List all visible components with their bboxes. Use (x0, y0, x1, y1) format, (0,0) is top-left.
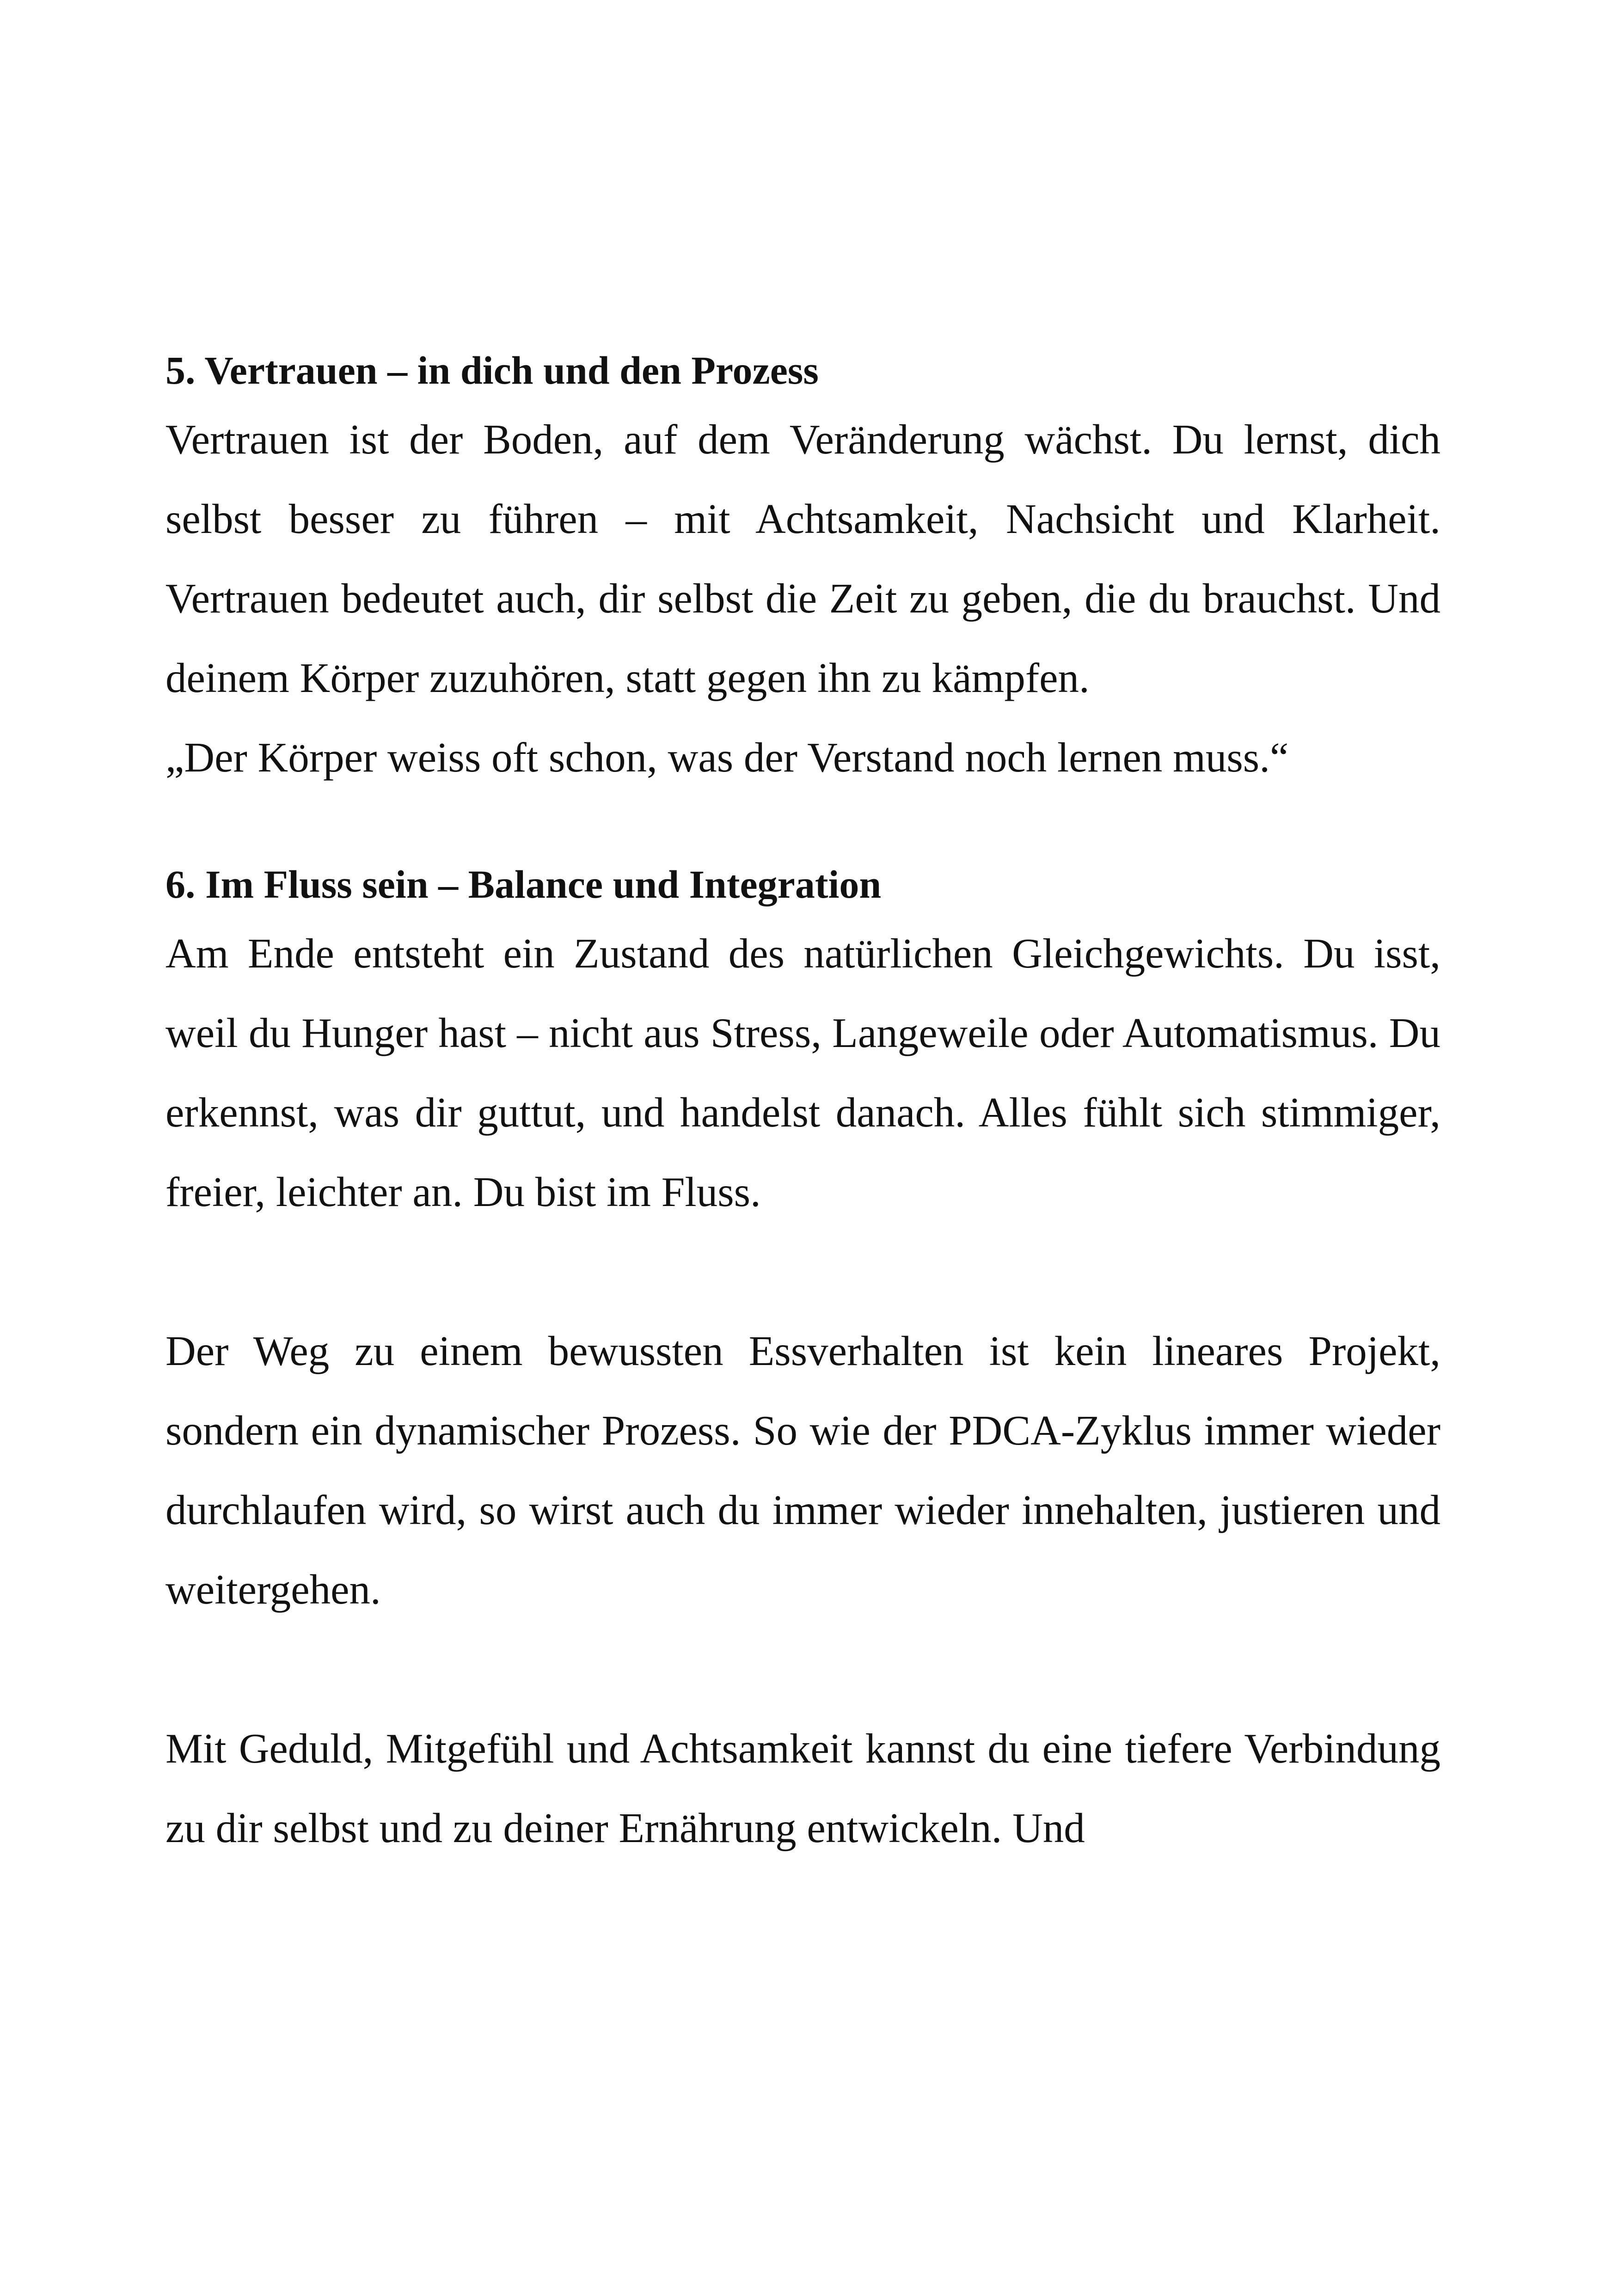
section-6-body: Am Ende entsteht ein Zustand des natürlichen Gleichgewichts. Du isst, weil du Hunger hast – nicht aus Stress, Langeweile oder Automatismus. Du erkennst, was dir guttut, und handelst danach. Alles fühlt sich stimmiger, freier, leichter an. Du bist im Fluss. (165, 930, 1440, 1215)
section-5-body: Vertrauen ist der Boden, auf dem Veränderung wächst. Du lernst, dich selbst besser zu führen – mit Achtsamkeit, Nachsicht und Klarheit. Vertrauen bedeutet auch, dir selbst die Zeit zu geben, die du brauchst. Und deinem Körper zuzuhören, statt gegen ihn zu kämpfen. (165, 416, 1440, 701)
paragraph-closing: Mit Geduld, Mitgefühl und Achtsamkeit kannst du eine tiefere Verbindung zu dir selbst und zu deiner Ernährung entwickeln. Und (165, 1725, 1440, 1851)
section-6-heading: 6. Im Fluss sein – Balance und Integration (165, 862, 882, 906)
document-page (165, 344, 1440, 1868)
section-5-quote: „Der Körper weiss oft schon, was der Verstand noch lernen muss.“ (165, 734, 1289, 781)
paragraph-conclusion: Der Weg zu einem bewussten Essverhalten ist kein lineares Projekt, sondern ein dynamischer Prozess. So wie der PDCA-Zyklus immer wieder durchlaufen wird, so wirst auch du immer wieder innehalten, justieren und weitergehen. (165, 1328, 1440, 1613)
section-5-heading: 5. Vertrauen – in dich und den Prozess (165, 348, 819, 392)
section-6 (165, 858, 1440, 1232)
section-5 (165, 344, 1440, 797)
